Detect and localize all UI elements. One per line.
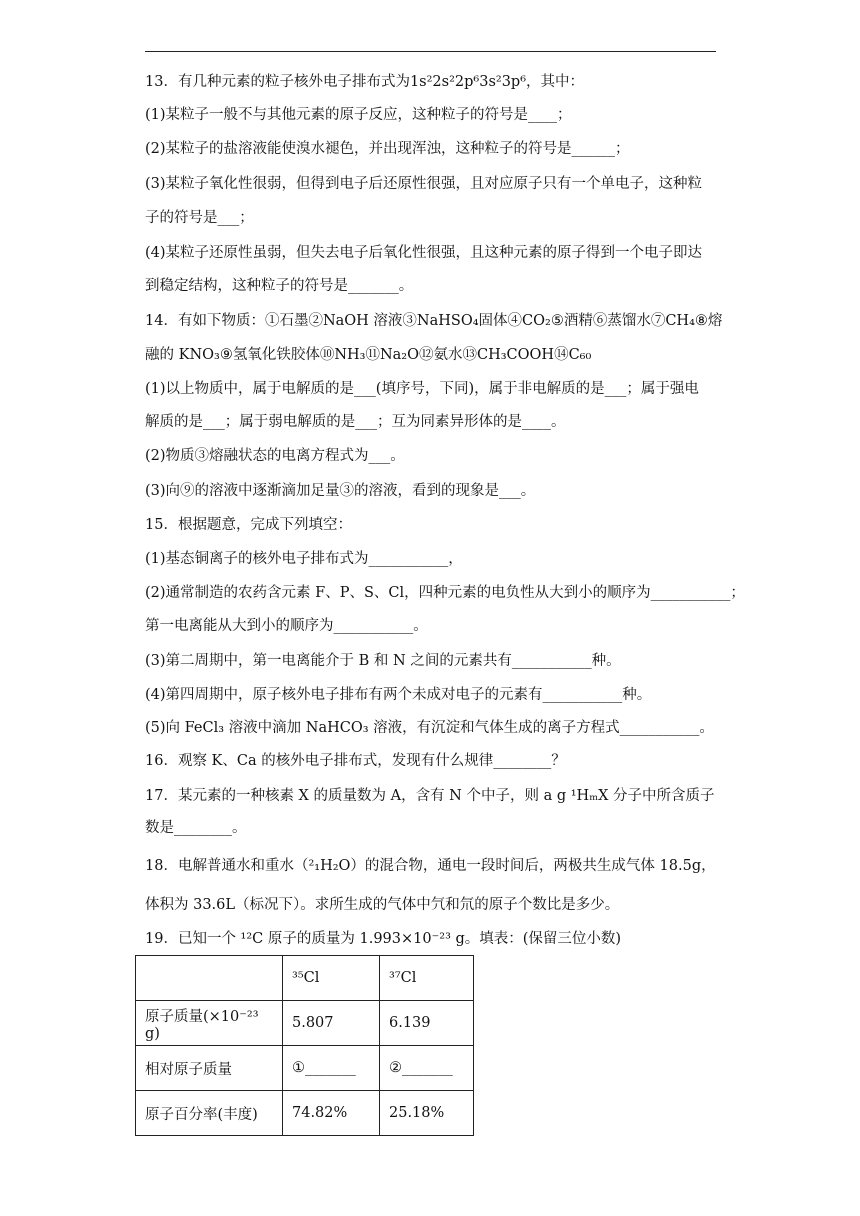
q15-part3: (3)第二周期中，第一电离能介于 B 和 N 之间的元素共有___________种。 xyxy=(145,653,621,669)
table-cell: 相对原子质量 xyxy=(136,1046,283,1091)
table-cell: 25.18% xyxy=(380,1091,474,1136)
q13-part4: (4)某粒子还原性虽弱，但失去电子后氧化性很强，且这种元素的原子得到一个电子即达 xyxy=(145,245,703,261)
q13-part2: (2)某粒子的盐溶液能使溴水褪色，并出现浑浊，这种粒子的符号是______； xyxy=(145,141,630,157)
table-cell: 74.82% xyxy=(283,1091,380,1136)
q14-part2: (2)物质③熔融状态的电离方程式为___。 xyxy=(145,448,405,464)
table-header-row xyxy=(136,956,474,1001)
q17: 17．某元素的一种核素 X 的质量数为 A，含有 N 个中子，则 a g ¹HₘX 分子中所含质子 xyxy=(145,788,715,804)
table-cell: ①_______ xyxy=(283,1046,380,1091)
q15-part2-cont: 第一电离能从大到小的顺序为___________。 xyxy=(145,618,428,634)
q13-part1: (1)某粒子一般不与其他元素的原子反应，这种粒子的符号是____； xyxy=(145,107,572,123)
q18-cont: 体积为 33.6L（标况下）。求所生成的气体中氕和氘的原子个数比是多少。 xyxy=(145,897,620,913)
table-cell: ②_______ xyxy=(380,1046,474,1091)
header-rule xyxy=(145,51,716,52)
table-row xyxy=(136,1001,474,1046)
q13-part4-cont: 到稳定结构，这种粒子的符号是_______。 xyxy=(145,278,414,294)
table-row xyxy=(136,1091,474,1136)
table-cell: 6.139 xyxy=(380,1001,474,1046)
table-cell: ³⁷Cl xyxy=(380,956,474,1001)
q15-part5: (5)向 FeCl₃ 溶液中滴加 NaHCO₃ 溶液，有沉淀和气体生成的离子方程式___________。 xyxy=(145,720,714,736)
table-cell: ³⁵Cl xyxy=(283,956,380,1001)
table-cell: 5.807 xyxy=(283,1001,380,1046)
q14-part1: (1)以上物质中，属于电解质的是___(填序号，下同)，属于非电解质的是___；属于强电 xyxy=(145,381,699,397)
q13-part3-cont: 子的符号是___； xyxy=(145,210,254,226)
q19-stem: 19．已知一个 ¹²C 原子的质量为 1.993×10⁻²³ g。填表：(保留三位小数) xyxy=(145,931,622,947)
q15-stem: 15．根据题意，完成下列填空： xyxy=(145,517,352,533)
table-cell xyxy=(136,956,283,1001)
q18: 18．电解普通水和重水（²₁H₂O）的混合物，通电一段时间后，两极共生成气体 18.5g， xyxy=(145,858,716,874)
q14-stem: 14．有如下物质：①石墨②NaOH 溶液③NaHSO₄固体④CO₂⑤酒精⑥蒸馏水⑦CH₄⑧熔 xyxy=(145,313,723,329)
q13-part3: (3)某粒子氧化性很弱，但得到电子后还原性很强，且对应原子只有一个单电子，这种粒 xyxy=(145,176,703,192)
table-row xyxy=(136,1046,474,1091)
table-cell: 原子质量(×10⁻²³ g) xyxy=(136,1001,283,1046)
q15-part4: (4)第四周期中，原子核外电子排布有两个未成对电子的元素有___________种。 xyxy=(145,687,652,703)
isotope-table xyxy=(135,955,474,1136)
q17-cont: 数是________。 xyxy=(145,820,247,836)
q13-stem: 13．有几种元素的粒子核外电子排布式为1s²2s²2p⁶3s²3p⁶，其中： xyxy=(145,74,585,90)
q14-stem-cont: 融的 KNO₃⑨氢氧化铁胶体⑩NH₃⑪Na₂O⑫氨水⑬CH₃COOH⑭C₆₀ xyxy=(145,347,592,363)
q14-part1-cont: 解质的是___；属于弱电解质的是___；互为同素异形体的是____。 xyxy=(145,414,566,430)
q15-part2: (2)通常制造的农药含元素 F、P、S、Cl，四种元素的电负性从大到小的顺序为___________； xyxy=(145,585,745,601)
q15-part1: (1)基态铜离子的核外电子排布式为___________， xyxy=(145,551,463,567)
q16: 16．观察 K、Ca 的核外电子排布式，发现有什么规律________？ xyxy=(145,753,566,769)
table-cell: 原子百分率(丰度) xyxy=(136,1091,283,1136)
q14-part3: (3)向⑨的溶液中逐渐滴加足量③的溶液，看到的现象是___。 xyxy=(145,483,536,499)
